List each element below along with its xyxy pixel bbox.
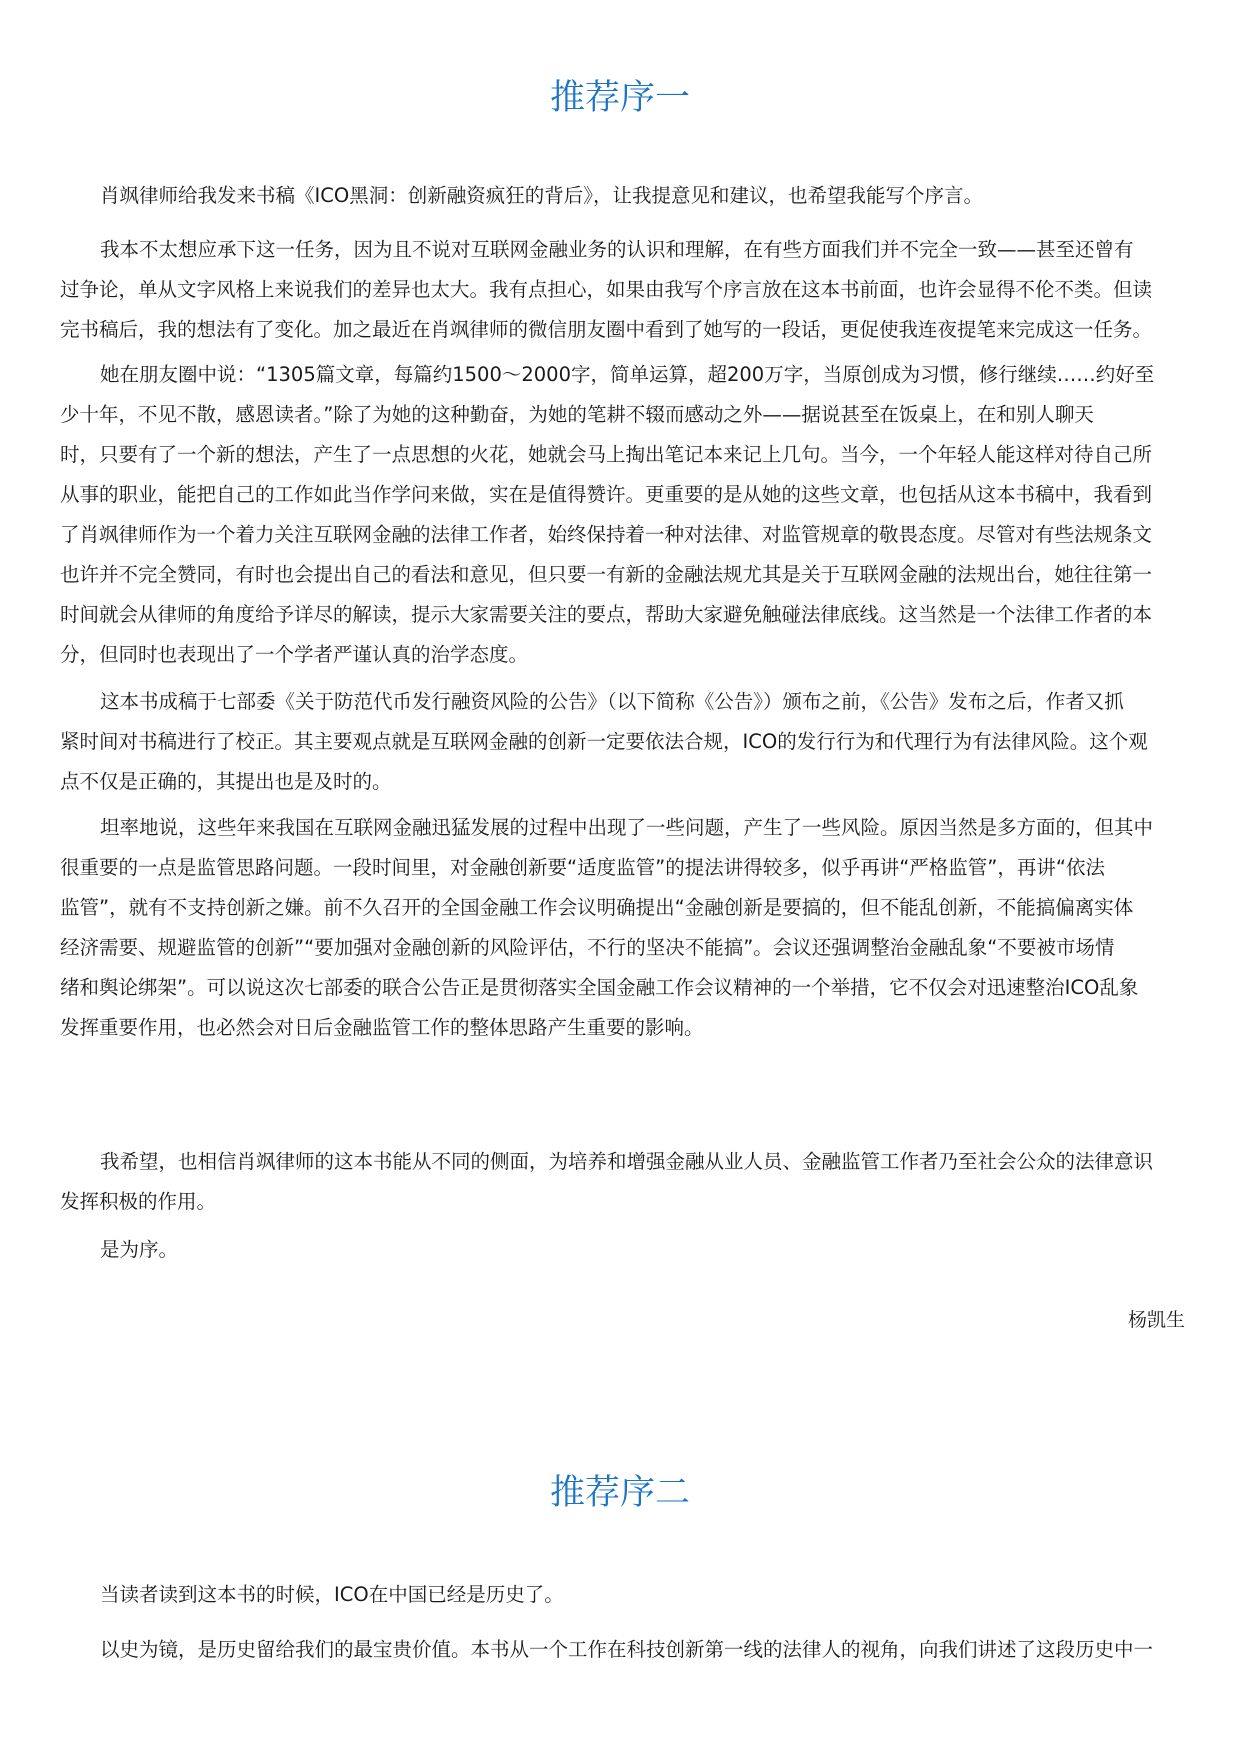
preface-two-paragraph-1 <box>60 1575 1185 1615</box>
text-line: 少十年，不见不散，感恩读者。”除了为她的这种勤奋，为她的笔耕不辍而感动之外——据说甚至在饭桌上，在和别人聊天 <box>60 403 1094 426</box>
text-line: 监管”，就有不支持创新之嫌。前不久召开的全国金融工作会议明确提出“金融创新是要搞的，但不能乱创新，不能搞偏离实体 <box>60 896 1134 919</box>
text-line: 我本不太想应承下这一任务，因为且不说对互联网金融业务的认识和理解，在有些方面我们并不完全一致——甚至还曾有 <box>100 238 1134 261</box>
preface-one-paragraph-7 <box>60 1230 1185 1270</box>
text-line: 时，只要有了一个新的想法，产生了一点思想的火花，她就会马上掏出笔记本来记上几句。当今，一个年轻人能这样对待自己所 <box>60 443 1153 466</box>
text-line: 发挥重要作用，也必然会对日后金融监管工作的整体思路产生重要的影响。 <box>60 1016 704 1039</box>
signature: 杨凯生 <box>1127 1309 1185 1331</box>
text-line: 发挥积极的作用。 <box>60 1190 217 1213</box>
text-line: 我希望，也相信肖飒律师的这本书能从不同的侧面，为培养和增强金融从业人员、金融监管工作者乃至社会公众的法律意识 <box>100 1150 1154 1173</box>
preface-one-title: 推荐序一 <box>549 78 690 118</box>
text-line: 绪和舆论绑架”。可以说这次七部委的联合公告正是贯彻落实全国金融工作会议精神的一个举措，它不仅会对迅速整治ICO乱象 <box>60 976 1139 999</box>
preface-two-title: 推荐序二 <box>549 1473 690 1513</box>
preface-one-paragraph-3 <box>60 355 1185 675</box>
preface-one-paragraph-1 <box>60 176 1185 216</box>
preface-one-paragraph-6 <box>60 1142 1185 1222</box>
text-line: 紧时间对书稿进行了校正。其主要观点就是互联网金融的创新一定要依法合规，ICO的发行行为和代理行为有法律风险。这个观 <box>60 730 1148 753</box>
text-line: 也许并不完全赞同，有时也会提出自己的看法和意见，但只要一有新的金融法规尤其是关于互联网金融的法规出台，她往往第一 <box>60 563 1153 586</box>
preface-one-paragraph-5 <box>60 808 1185 1048</box>
text-line: 从事的职业，能把自己的工作如此当作学问来做，实在是值得赞许。更重要的是从她的这些文章，也包括从这本书稿中，我看到 <box>60 483 1153 506</box>
text-line: 时间就会从律师的角度给予详尽的解读，提示大家需要关注的要点，帮助大家避免触碰法律底线。这当然是一个法律工作者的本 <box>60 603 1153 626</box>
preface-one-paragraph-2 <box>60 230 1185 350</box>
text-line: 过争论，单从文字风格上来说我们的差异也太大。我有点担心，如果由我写个序言放在这本书前面，也许会显得不伦不类。但读 <box>60 278 1153 301</box>
text-line: 以史为镜，是历史留给我们的最宝贵价值。本书从一个工作在科技创新第一线的法律人的视角，向我们讲述了这段历史中一 <box>100 1638 1154 1661</box>
text-line: 经济需要、规避监管的创新”“要加强对金融创新的风险评估，不行的坚决不能搞”。会议还强调整治金融乱象“不要被市场情 <box>60 936 1115 959</box>
preface-two-paragraph-2 <box>60 1630 1185 1670</box>
text-line: 这本书成稿于七部委《关于防范代币发行融资风险的公告》（以下简称《公告》）颁布之前，《公告》发布之后，作者又抓 <box>100 690 1124 713</box>
preface-one-paragraph-4 <box>60 682 1185 802</box>
text-line: 她在朋友圈中说：“1305篇文章，每篇约1500～2000字，简单运算，超200万字，当原创成为习惯，修行继续……约好至 <box>100 363 1155 386</box>
text-line: 完书稿后，我的想法有了变化。加之最近在肖飒律师的微信朋友圈中看到了她写的一段话，更促使我连夜提笔来完成这一任务。 <box>60 318 1153 341</box>
text-line: 了肖飒律师作为一个着力关注互联网金融的法律工作者，始终保持着一种对法律、对监管规章的敬畏态度。尽管对有些法规条文 <box>60 523 1153 546</box>
text-line: 当读者读到这本书的时候，ICO在中国已经是历史了。 <box>100 1583 564 1606</box>
text-line: 坦率地说，这些年来我国在互联网金融迅猛发展的过程中出现了一些问题，产生了一些风险。原因当然是多方面的，但其中 <box>100 816 1154 839</box>
text-line: 很重要的一点是监管思路问题。一段时间里，对金融创新要“适度监管”的提法讲得较多，似乎再讲“严格监管”，再讲“依法 <box>60 856 1106 879</box>
text-line: 点不仅是正确的，其提出也是及时的。 <box>60 770 392 793</box>
text-line: 肖飒律师给我发来书稿《ICO黑洞：创新融资疯狂的背后》，让我提意见和建议，也希望我能写个序言。 <box>100 184 983 207</box>
text-line: 是为序。 <box>100 1238 179 1261</box>
text-line: 分，但同时也表现出了一个学者严谨认真的治学态度。 <box>60 643 529 666</box>
